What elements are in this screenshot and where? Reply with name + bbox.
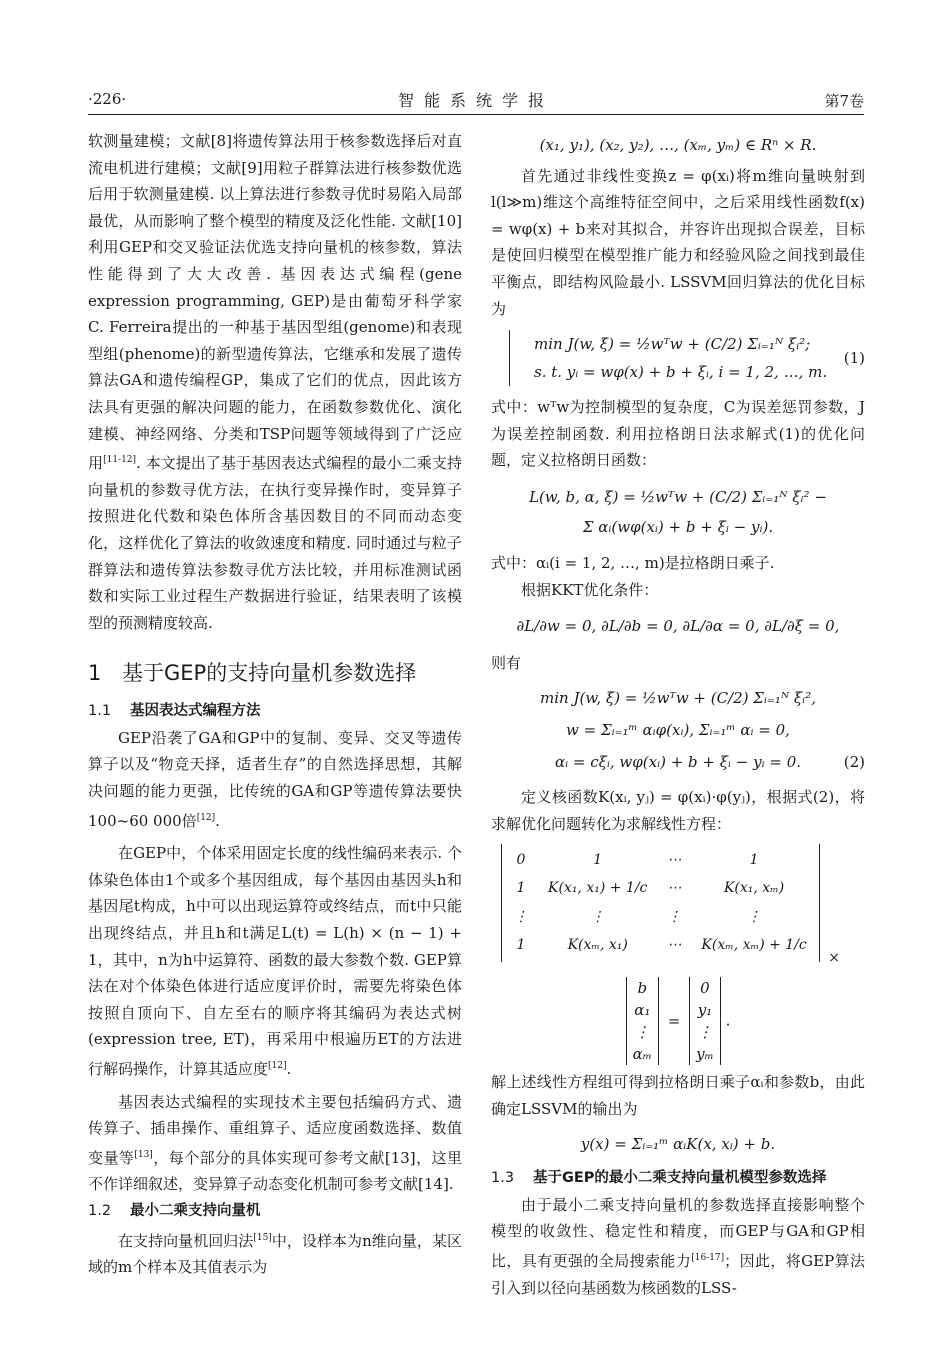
paragraph: 则有	[491, 653, 522, 672]
equation-number: (2)	[843, 753, 865, 772]
paragraph: 软测量建模；文献[8]将遗传算法用于核参数选择后对直流电机进行建模；文献[9]用粒子群算法进行核参数优选后用于软测量建模. 以上算法进行参数寻优时易陷入局部最优，从而影响了整个模型的精度及泛化性能. 文献[10]利用GEP和交叉验证法优选支持向量机的核参数，算法性能得到了大大改善. 基因表达式编程(gene expression programming, GEP)是由葡萄牙科学家C. Ferreira提出的一种基于基因型组(genome)和表现型组(phenome)的新型遗传算法，它继承和发展了遗传算法GA和遗传编程GP，集成了它们的优点，因此该方法具有更强的解决问题的能力，在函数参数优化、演化建模、神经网络、分类和TSP问题等领域得到了广泛应用[11-12]. 本文提出了基于基因表达式编程的最小二乘支持向量机的参数寻优方法，在执行变异操作时，变异算子按照进化代数和染色体所含基因数目的不同而动态变化，这样优化了算法的收敛速度和精度. 同时通过与粒子群算法和遗传算法参数寻优方法比较，并用标准测试函数和实际工业过程生产数据进行验证，结果表明了该模型的预测精度较高.	[88, 132, 462, 632]
times-sign: ×	[828, 949, 840, 966]
subsection-title: 基因表达式编程方法	[130, 703, 261, 720]
paragraph: 式中：wᵀw为控制模型的复杂度，C为误差惩罚参数，J为误差控制函数. 利用拉格朗日法求解式(1)的优化问题，定义拉格朗日函数：	[491, 398, 865, 470]
paragraph: 式中：αᵢ(i = 1, 2, …, m)是拉格朗日乘子.	[491, 553, 775, 572]
matrix-cell: ⋮	[667, 908, 682, 925]
coefficient-matrix	[501, 844, 865, 972]
matrix-cell: ⋯	[667, 937, 682, 954]
equation-1	[509, 330, 865, 386]
matrix-bracket	[501, 844, 820, 962]
matrix-cell: ⋮	[590, 908, 605, 925]
paragraph: 由于最小二乘支持向量机的参数选择直接影响整个模型的收敛性、稳定性和精度，而GEP与GA和GP相比，具有更强的全局搜索能力[16-17]；因此，将GEP算法引入到以径向基函数为核函数的LSS-	[491, 1195, 865, 1297]
vector-entry: αₘ	[632, 1045, 652, 1064]
subsection-heading	[491, 1165, 865, 1192]
matrix-cell: ⋯	[667, 851, 682, 868]
matrix-cell: 1	[516, 937, 526, 954]
running-header	[88, 88, 864, 115]
paragraph: 基因表达式编程的实现技术主要包括编码方式、遗传算子、插串操作、重组算子、适应度函数选择、数值变量等[13]，每个部分的具体实现可参考文献[13]，这里不作详细叙述，变异算子动态变化机制可参考文献[14].	[88, 1092, 462, 1194]
vector-entry: b	[637, 979, 648, 998]
paragraph: 根据KKT优化条件：	[521, 580, 659, 599]
vector-entry: yₘ	[696, 1045, 714, 1064]
matrix-cell: K(xₘ, x₁)	[567, 937, 628, 954]
matrix-cell: 1	[749, 851, 759, 868]
target-vector	[689, 977, 721, 1065]
right-column	[491, 128, 865, 1301]
citation[interactable]: [12]	[196, 812, 216, 823]
paragraph: 在GEP中，个体采用固定长度的线性编码来表示. 个体染色体由1个或多个基因组成，每个基因由基因头h和基因尾t构成，h中可以出现运算符或终结点，而t中只能出现终结点，并且h和t满足L(t) = L(h) × (n − 1) + 1，其中，n为h中运算符、函数的最大参数个数. GEP算法在对个体染色体进行适应度评价时，需要先将染色体按照自顶向下、自左至右的顺序将其编码为表达式树(expression tree, ET)，再采用中根遍历ET的方法进行解码操作，计算其适应度[12].	[88, 844, 462, 1078]
matrix-cell: K(x₁, xₘ)	[723, 880, 785, 897]
matrix-row	[504, 874, 817, 903]
matrix-cell: K(x₁, x₁) + 1/c	[548, 880, 648, 897]
section-number: 1	[88, 661, 102, 686]
page-number: ·226·	[88, 90, 127, 108]
unknown-vector	[626, 977, 659, 1065]
paragraph: 定义核函数K(xᵢ, yⱼ) = φ(xᵢ)·φ(yⱼ)，根据式(2)，将求解优化问题转化为求解线性方程：	[491, 788, 865, 833]
equals-sign: =	[667, 1012, 681, 1031]
matrix-row	[504, 931, 817, 960]
matrix-table	[504, 846, 817, 960]
journal-name: 智能系统学报	[397, 91, 554, 110]
matrix-row	[504, 846, 817, 875]
subsection-heading	[88, 698, 462, 725]
equation-2-line-3: αᵢ = cξᵢ, wφ(xᵢ) + b + ξᵢ − yᵢ = 0.	[554, 753, 802, 772]
vector-entry: ⋮	[697, 1023, 713, 1042]
paragraph: GEP沿袭了GA和GP中的复制、变异、交叉等遗传算子以及“物竞天择，适者生存”的自然选择思想，其解决问题的能力更强，比传统的GA和GP等遗传算法要快100~60 000倍[12].	[88, 728, 462, 830]
subsection-number: 1.1	[88, 703, 112, 720]
matrix-cell: 1	[593, 851, 603, 868]
matrix-cell: 1	[516, 880, 526, 897]
matrix-cell: ⋮	[514, 908, 528, 925]
equation-number: (1)	[843, 349, 865, 368]
period: .	[725, 1012, 731, 1031]
vector-entry: y₁	[697, 1001, 713, 1020]
kkt-conditions: ∂L/∂w = 0, ∂L/∂b = 0, ∂L/∂α = 0, ∂L/∂ξ = 0,	[516, 617, 840, 636]
left-column	[88, 128, 462, 1281]
vector-entry: 0	[700, 979, 710, 998]
subsection-number: 1.2	[88, 1202, 112, 1219]
equation-1-objective: min J(w, ξ) = ½wᵀw + (C/2) Σᵢ₌₁ᴺ ξᵢ²;	[534, 335, 811, 354]
lagrangian-line-1: L(w, b, α, ξ) = ½wᵀw + (C/2) Σᵢ₌₁ᴺ ξᵢ² −	[529, 487, 827, 506]
citation[interactable]: [12]	[268, 1061, 287, 1071]
output-equation: y(x) = Σᵢ₌₁ᵐ αᵢK(x, xᵢ) + b.	[580, 1134, 776, 1153]
equation-2-line-1: min J(w, ξ) = ½wᵀw + (C/2) Σᵢ₌₁ᴺ ξᵢ²,	[540, 689, 816, 708]
citation[interactable]: [15]	[253, 1232, 272, 1243]
matrix-cell: 0	[516, 851, 526, 868]
section-title: 基于GEP的支持向量机参数选择	[122, 661, 417, 686]
matrix-cell: K(xₘ, xₘ) + 1/c	[701, 937, 807, 954]
lagrangian-line-2: Σ αᵢ(wφ(xᵢ) + b + ξᵢ − yᵢ).	[582, 517, 774, 536]
sample-equation: (x₁, y₁), (x₂, y₂), …, (xₘ, yₘ) ∈ Rⁿ × R.	[539, 136, 817, 154]
volume-number: 第7卷	[824, 92, 864, 110]
subsection-heading	[88, 1198, 462, 1225]
equation-2	[491, 682, 865, 778]
paragraph: 在支持向量机回归法[15]中，设样本为n维向量，某区域的m个样本及其值表示为	[88, 1231, 462, 1277]
vector-entry: α₁	[634, 1001, 651, 1020]
matrix-cell: ⋮	[747, 908, 762, 925]
subsection-title: 基于GEP的最小二乘支持向量机模型参数选择	[533, 1170, 827, 1187]
equation-2-line-2: w = Σᵢ₌₁ᵐ αᵢφ(xᵢ), Σᵢ₌₁ᵐ αᵢ = 0,	[566, 721, 790, 740]
vector-equation	[491, 977, 865, 1065]
subsection-number: 1.3	[491, 1170, 515, 1187]
section-heading	[88, 658, 462, 688]
matrix-row	[504, 903, 817, 932]
paragraph: 解上述线性方程组可得到拉格朗日乘子αᵢ和参数b，由此确定LSSVM的输出为	[491, 1073, 865, 1119]
matrix-cell: ⋯	[667, 880, 682, 897]
vector-entry: ⋮	[634, 1023, 650, 1042]
paragraph: 首先通过非线性变换z = φ(xᵢ)将m维向量映射到l(l≫m)维这个高维特征空间中，之后采用线性函数f(x) = wφ(x) + b来对其拟合，并容许出现拟合误差，目标是使回归模型在模型推广能力和经验风险之间找到最佳平衡点，即结构风险最小. LSSVM回归算法的优化目标为	[491, 166, 865, 318]
citation[interactable]: [11-12]	[103, 455, 137, 466]
citation[interactable]: [16-17]	[691, 1253, 725, 1264]
equation-1-constraint: s. t. yᵢ = wφ(x) + b + ξᵢ, i = 1, 2, …, m.	[534, 363, 828, 382]
citation[interactable]: [13]	[134, 1149, 153, 1160]
subsection-title: 最小二乘支持向量机	[130, 1202, 261, 1219]
lagrangian-equation	[491, 482, 865, 542]
